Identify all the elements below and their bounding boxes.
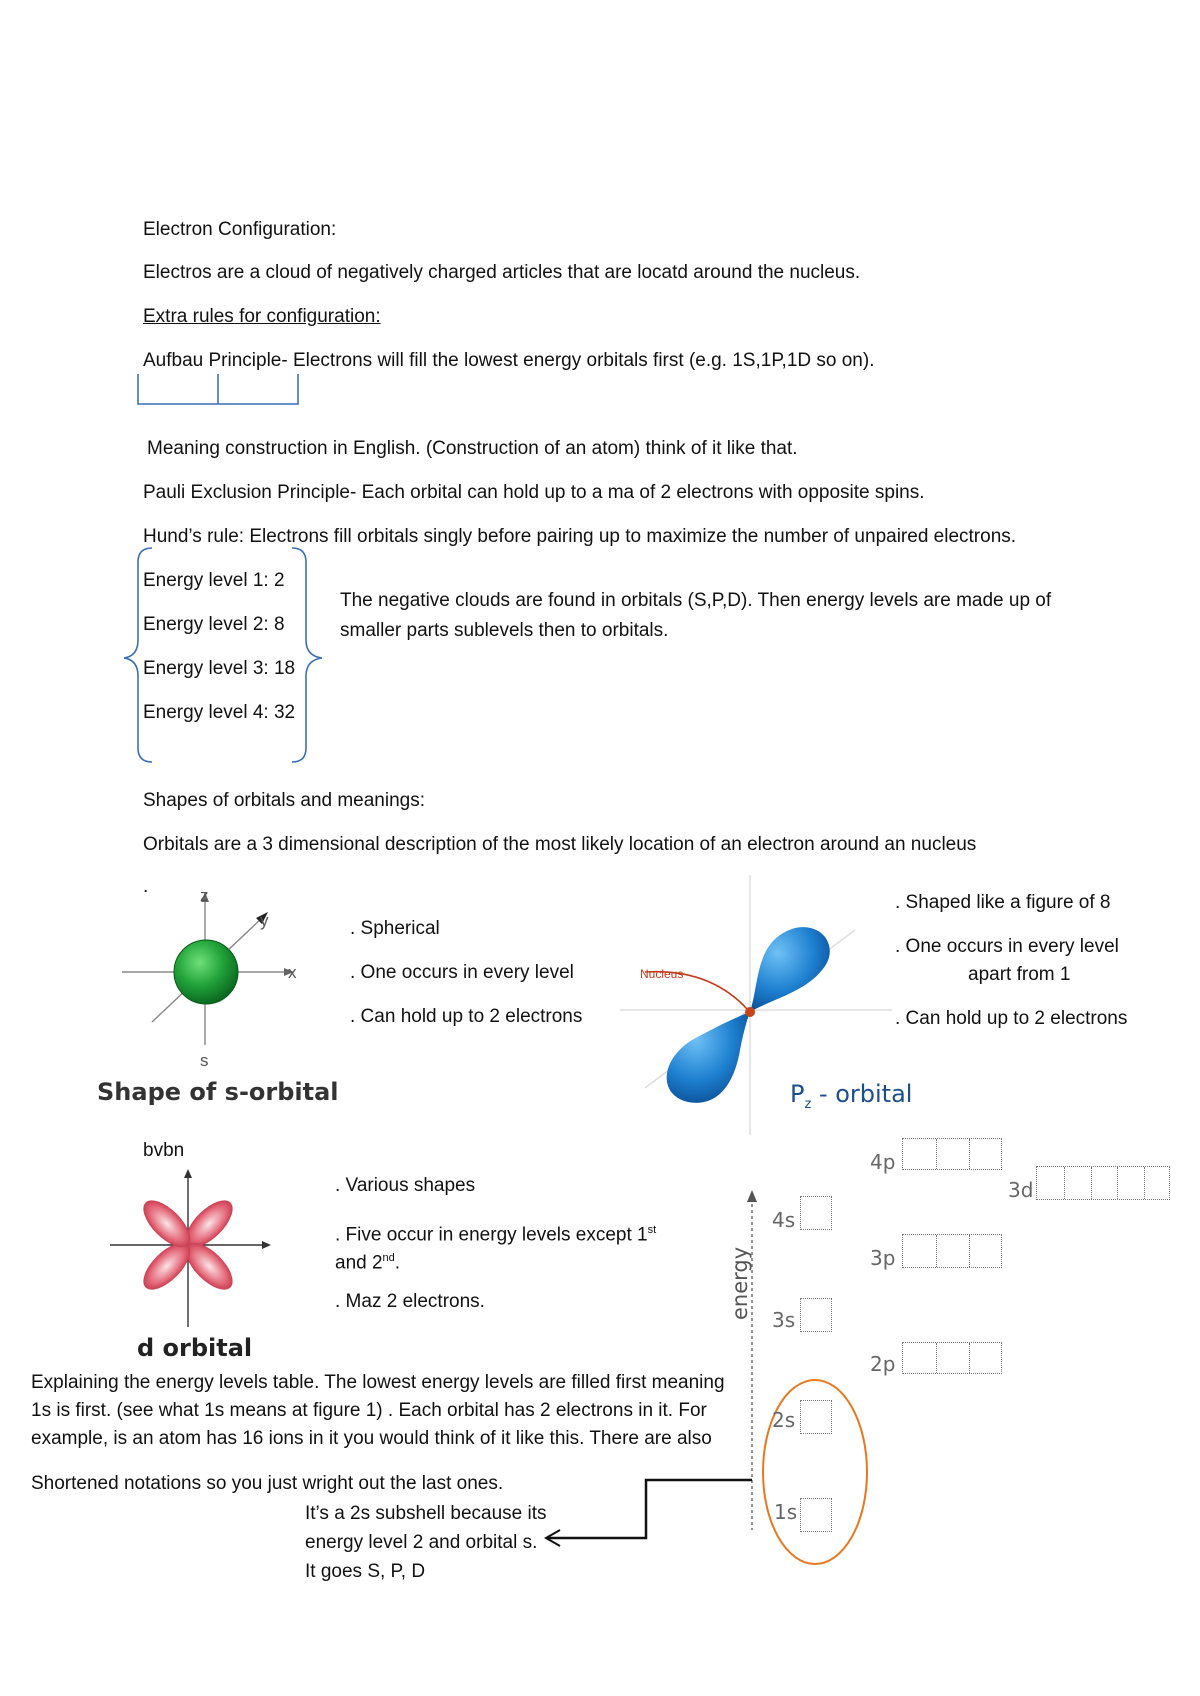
label-2p: 2p [870,1352,896,1376]
box-4s [800,1196,832,1230]
subshell-line-3: It goes S, P, D [305,1561,426,1582]
nucleus-label: Nucleus [640,967,684,981]
d-note-2-text: . Five occur in energy levels except 1 [335,1224,648,1246]
energy-level-3: Energy level 3: 18 [143,658,296,679]
box-2p [902,1342,1002,1374]
page-title: Electron Configuration: [143,219,337,240]
s-axis-x-label: x [288,963,297,982]
box-2s [800,1400,832,1434]
d-orbital-caption: d orbital [137,1334,253,1362]
label-3d: 3d [1008,1178,1034,1202]
p-note-1: . Shaped like a figure of 8 [895,892,1111,913]
energy-level-1: Energy level 1: 2 [143,570,285,591]
aufbau-text: Aufbau Principle- Electrons will fill the lowest energy orbitals first (e.g. 1S,1P,1D so on). [143,350,875,371]
p-caption-sub: z [804,1096,812,1112]
box-4p-divider [969,1139,970,1169]
d-note-2b-text: and 2 [335,1252,383,1274]
extra-rules-heading: Extra rules for configuration: [143,306,381,327]
box-3p [902,1234,1002,1268]
label-4s: 4s [772,1208,796,1232]
subshell-line-2: energy level 2 and orbital s. [305,1532,538,1553]
box-2p-divider [969,1343,970,1373]
s-note-2: . One occurs in every level [350,962,574,983]
box-3d-divider [1117,1167,1118,1199]
p-note-2b: apart from 1 [968,964,1071,985]
d-label-above: bvbn [143,1140,185,1161]
label-1s: 1s [774,1500,798,1524]
box-3p-divider [936,1235,937,1267]
box-3d-divider [1144,1167,1145,1199]
label-3s: 3s [772,1308,796,1332]
s-axis-z-label: z [200,886,209,905]
meaning-text: Meaning construction in English. (Construction of an atom) think of it like that. [147,438,798,459]
d-note-3: . Maz 2 electrons. [335,1291,485,1312]
shapes-heading: Shapes of orbitals and meanings: [143,790,426,811]
shortened-note: Shortened notations so you just wright out the last ones. [31,1473,504,1494]
d-note-2-sup: st [647,1224,657,1236]
d-note-1: . Various shapes [335,1175,476,1196]
s-axis-y-label: y [260,911,269,930]
s-letter-label: s [200,1051,209,1070]
box-3p-divider [969,1235,970,1267]
energy-level-4: Energy level 4: 32 [143,702,296,723]
explain-line-2: 1s is first. (see what 1s means at figure 1) . Each orbital has 2 electrons in it. For [31,1400,707,1421]
label-4p: 4p [870,1150,896,1174]
hund-text: Hund’s rule: Electrons fill orbitals singly before pairing up to maximize the number of unpaired electrons. [143,526,1017,547]
box-2p-divider [936,1343,937,1373]
energy-level-2: Energy level 2: 8 [143,614,285,635]
p-note-3: . Can hold up to 2 electrons [895,1008,1128,1029]
p-note-2: . One occurs in every level [895,936,1119,957]
box-4p [902,1138,1002,1170]
intro-text: Electros are a cloud of negatively charged articles that are locatd around the nucleus. [143,262,861,283]
label-2s: 2s [772,1408,796,1432]
explain-line-1: Explaining the energy levels table. The lowest energy levels are filled first meaning [31,1372,725,1393]
clouds-note-line-1: The negative clouds are found in orbitals (S,P,D). Then energy levels are made up of [340,590,1052,611]
d-note-2b-sup: nd [382,1252,395,1264]
subshell-line-1: It’s a 2s subshell because its [305,1503,547,1524]
orbitals-definition: Orbitals are a 3 dimensional description of the most likely location of an electron around an nucleus [143,834,977,855]
box-3d [1036,1166,1170,1200]
box-3d-divider [1091,1167,1092,1199]
stray-dot: . [143,876,149,897]
box-4p-divider [936,1139,937,1169]
explain-line-3: example, is an atom has 16 ions in it you would think of it like this. There are also [31,1428,712,1449]
box-3s [800,1298,832,1332]
p-caption-rest: - orbital [811,1080,913,1108]
energy-axis-label: energy [728,1246,752,1320]
s-note-3: . Can hold up to 2 electrons [350,1006,583,1027]
pauli-text: Pauli Exclusion Principle- Each orbital can hold up to a ma of 2 electrons with opposite spins. [143,482,925,503]
p-caption-letter: P [790,1080,805,1108]
clouds-note-line-2: smaller parts sublevels then to orbitals. [340,620,669,641]
box-1s [800,1498,832,1532]
d-note-2b-end: . [394,1252,401,1274]
s-note-1: . Spherical [350,918,440,939]
box-3d-divider [1064,1167,1065,1199]
s-orbital-caption: Shape of s-orbital [97,1078,339,1106]
label-3p: 3p [870,1246,896,1270]
